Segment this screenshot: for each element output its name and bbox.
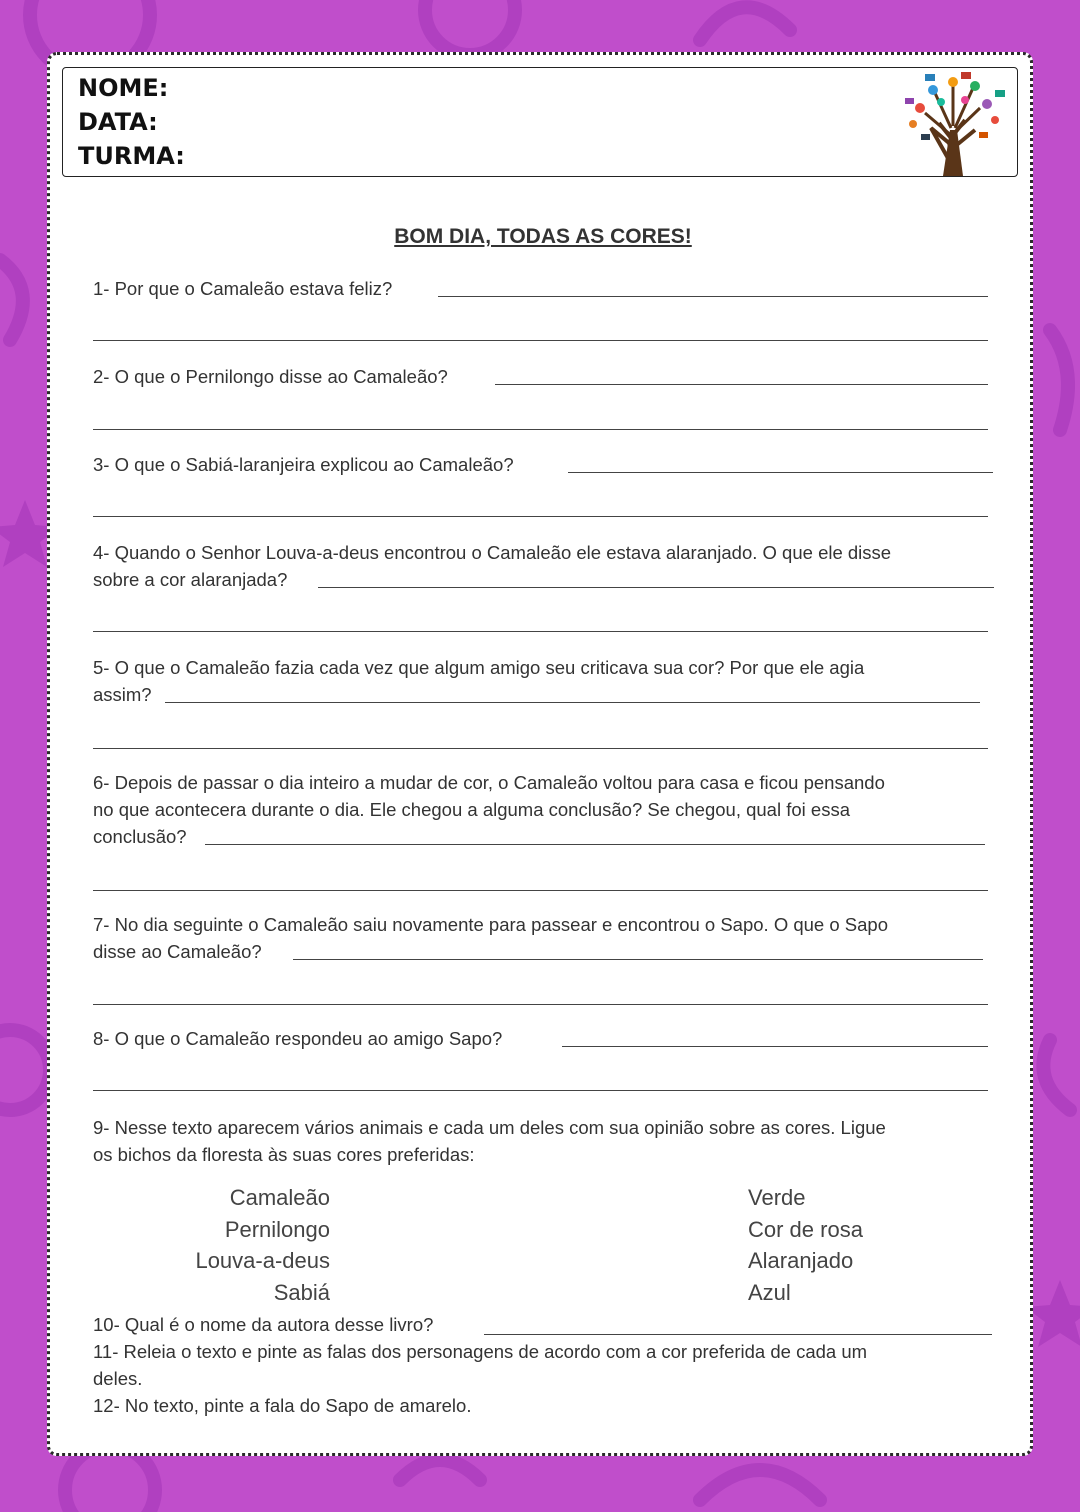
- question-5-line1: 5- O que o Camaleão fazia cada vez que algum amigo seu criticava sua cor? Por que ele agia: [93, 657, 865, 678]
- student-info-box: [62, 67, 1018, 177]
- answer-line-q2-2[interactable]: [93, 429, 988, 430]
- color-azul[interactable]: Azul: [748, 1280, 791, 1305]
- question-10: 10- Qual é o nome da autora desse livro?: [93, 1314, 434, 1335]
- question-4-line1: 4- Quando o Senhor Louva-a-deus encontrou o Camaleão ele estava alaranjado. O que ele disse: [93, 542, 892, 563]
- animal-camaleao[interactable]: Camaleão: [229, 1185, 330, 1210]
- question-3: 3- O que o Sabiá-laranjeira explicou ao Camaleão?: [93, 454, 514, 475]
- answer-line-q1-2[interactable]: [93, 340, 988, 341]
- answer-line-q3[interactable]: [568, 472, 993, 473]
- answer-line-q4[interactable]: [318, 587, 994, 588]
- answer-line-q7[interactable]: [293, 959, 983, 960]
- turma-label: TURMA:: [78, 142, 185, 170]
- answer-line-q6-2[interactable]: [93, 890, 988, 891]
- question-1: 1- Por que o Camaleão estava feliz?: [93, 278, 393, 299]
- animal-pernilongo[interactable]: Pernilongo: [224, 1217, 330, 1242]
- answer-line-q5[interactable]: [165, 702, 980, 703]
- question-11-line1: 11- Releia o texto e pinte as falas dos personagens de acordo com a cor preferida de cada um: [93, 1341, 868, 1362]
- question-2: 2- O que o Pernilongo disse ao Camaleão?: [93, 366, 448, 387]
- worksheet-title: BOM DIA, TODAS AS CORES!: [394, 225, 692, 248]
- question-4-line2: sobre a cor alaranjada?: [93, 569, 288, 590]
- question-11-line2: deles.: [93, 1368, 143, 1389]
- question-8: 8- O que o Camaleão respondeu ao amigo Sapo?: [93, 1028, 503, 1049]
- question-5-line2: assim?: [93, 684, 152, 705]
- color-alaranjado[interactable]: Alaranjado: [748, 1248, 854, 1273]
- question-7-line1: 7- No dia seguinte o Camaleão saiu novamente para passear e encontrou o Sapo. O que o Sapo: [93, 914, 888, 935]
- answer-line-q10[interactable]: [484, 1334, 992, 1335]
- answer-line-q7-2[interactable]: [93, 1004, 988, 1005]
- color-verde[interactable]: Verde: [748, 1185, 806, 1210]
- answer-line-q4-2[interactable]: [93, 631, 988, 632]
- question-9-line2: os bichos da floresta às suas cores preferidas:: [93, 1144, 475, 1165]
- question-6-line2: no que acontecera durante o dia. Ele chegou a alguma conclusão? Se chegou, qual foi essa: [93, 799, 850, 820]
- answer-line-q3-2[interactable]: [93, 516, 988, 517]
- question-6-line1: 6- Depois de passar o dia inteiro a mudar de cor, o Camaleão voltou para casa e ficou pensando: [93, 772, 885, 793]
- nome-label: NOME:: [78, 74, 169, 102]
- answer-line-q8-2[interactable]: [93, 1090, 988, 1091]
- book-tree-logo: [895, 68, 1015, 176]
- answer-line-q8[interactable]: [562, 1046, 988, 1047]
- question-7-line2: disse ao Camaleão?: [93, 941, 262, 962]
- question-12: 12- No texto, pinte a fala do Sapo de amarelo.: [93, 1395, 472, 1416]
- answer-line-q2[interactable]: [495, 384, 988, 385]
- answer-line-q1[interactable]: [438, 296, 988, 297]
- animal-sabia[interactable]: Sabiá: [273, 1280, 330, 1305]
- worksheet: [47, 52, 1033, 1456]
- answer-line-q5-2[interactable]: [93, 748, 988, 749]
- color-cor-de-rosa[interactable]: Cor de rosa: [748, 1217, 863, 1242]
- animal-louva-a-deus[interactable]: Louva-a-deus: [195, 1248, 330, 1273]
- question-6-line3: conclusão?: [93, 826, 187, 847]
- question-9-line1: 9- Nesse texto aparecem vários animais e cada um deles com sua opinião sobre as cores. Ligue: [93, 1117, 886, 1138]
- answer-line-q6[interactable]: [205, 844, 985, 845]
- data-label: DATA:: [78, 108, 158, 136]
